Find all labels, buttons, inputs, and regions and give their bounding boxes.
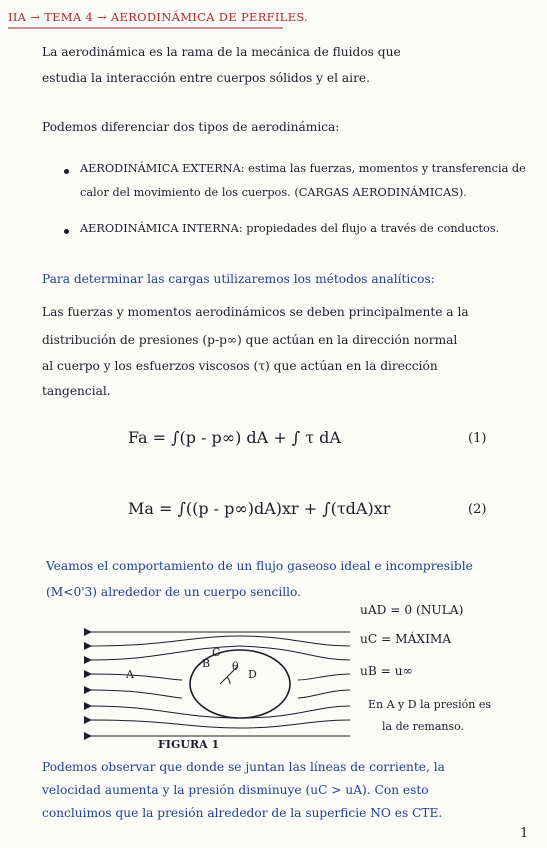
methods-line-3: al cuerpo y los esfuerzos viscosos (τ) que actúan en la dirección (42, 359, 438, 373)
arrow-icon (84, 642, 92, 650)
flow-line-2: (M<0'3) alrededor de un cuerpo sencillo. (46, 585, 302, 599)
point-a: A (126, 668, 134, 681)
arrow-icon (84, 670, 92, 678)
intro-line-1: La aerodinámica es la rama de la mecánica de fluidos que (42, 45, 401, 59)
conclusion-line-2: velocidad aumenta y la presión disminuye (uC > uA). Con esto (42, 783, 429, 797)
arrow-icon (84, 716, 92, 724)
conclusion-line-3: concluimos que la presión alrededor de la superficie NO es CTE. (42, 806, 443, 820)
page-number: 1 (520, 826, 529, 841)
methods-line-4: tangencial. (42, 384, 111, 398)
header-underline (8, 26, 283, 30)
streamline (298, 674, 350, 680)
arrow-icon (84, 702, 92, 710)
streamline (90, 674, 182, 680)
point-d: D (248, 668, 257, 681)
flow-line-1: Veamos el comportamiento de un flujo gaseoso ideal e incompresible (46, 559, 473, 573)
arrowheads (84, 628, 92, 740)
streamline (90, 706, 350, 718)
streamline (90, 636, 350, 646)
methods-line-2: distribución de presiones (p-p∞) que actúan en la dirección normal (42, 333, 458, 347)
arrow-icon (84, 628, 92, 636)
types-lead: Podemos diferenciar dos tipos de aerodinámica: (42, 120, 340, 134)
arrow-icon (84, 686, 92, 694)
breadcrumb: IIA → TEMA 4 → AERODINÁMICA DE PERFILES. (8, 10, 309, 24)
note-u-ad: uAD = 0 (NULA) (360, 603, 464, 617)
external-line-1: AERODINÁMICA EXTERNA: estima las fuerzas, momentos y transferencia de (80, 162, 526, 175)
external-line-2: calor del movimiento de los cuerpos. (CARGAS AERODINÁMICAS). (80, 186, 467, 199)
arrow-icon (84, 656, 92, 664)
angle-theta: θ (232, 660, 239, 673)
figure-caption: FIGURA 1 (158, 738, 220, 751)
flow-figure (70, 618, 370, 750)
bullet-dot (64, 229, 69, 234)
note-u-b: uB = u∞ (360, 664, 413, 678)
streamline (298, 690, 350, 698)
methods-line-1: Las fuerzas y momentos aerodinámicos se deben principalmente a la (42, 305, 469, 319)
note-u-c: uC = MÁXIMA (360, 632, 452, 646)
point-b: B (202, 657, 211, 670)
conclusion-line-1: Podemos observar que donde se juntan las líneas de corriente, la (42, 760, 445, 774)
arrow-icon (84, 732, 92, 740)
equation-1-number: (1) (468, 431, 487, 446)
methods-lead: Para determinar las cargas utilizaremos los métodos analíticos: (42, 272, 435, 286)
point-c: C (212, 646, 221, 659)
pressure-line-2: la de remanso. (382, 720, 465, 733)
equation-1: Fa = ∫(p - p∞) dA + ∫ τ dA (128, 428, 341, 447)
pressure-line-1: En A y D la presión es (368, 698, 491, 711)
streamline (90, 720, 350, 728)
intro-line-2: estudia la interacción entre cuerpos sólidos y el aire. (42, 71, 370, 85)
equation-2: Ma = ∫((p - p∞)dA)xr + ∫(τdA)xr (128, 499, 391, 518)
streamline (90, 690, 182, 698)
equation-2-number: (2) (468, 502, 487, 517)
bullet-dot (64, 169, 69, 174)
internal-line-1: AERODINÁMICA INTERNA: propiedades del flujo a través de conductos. (80, 222, 500, 235)
